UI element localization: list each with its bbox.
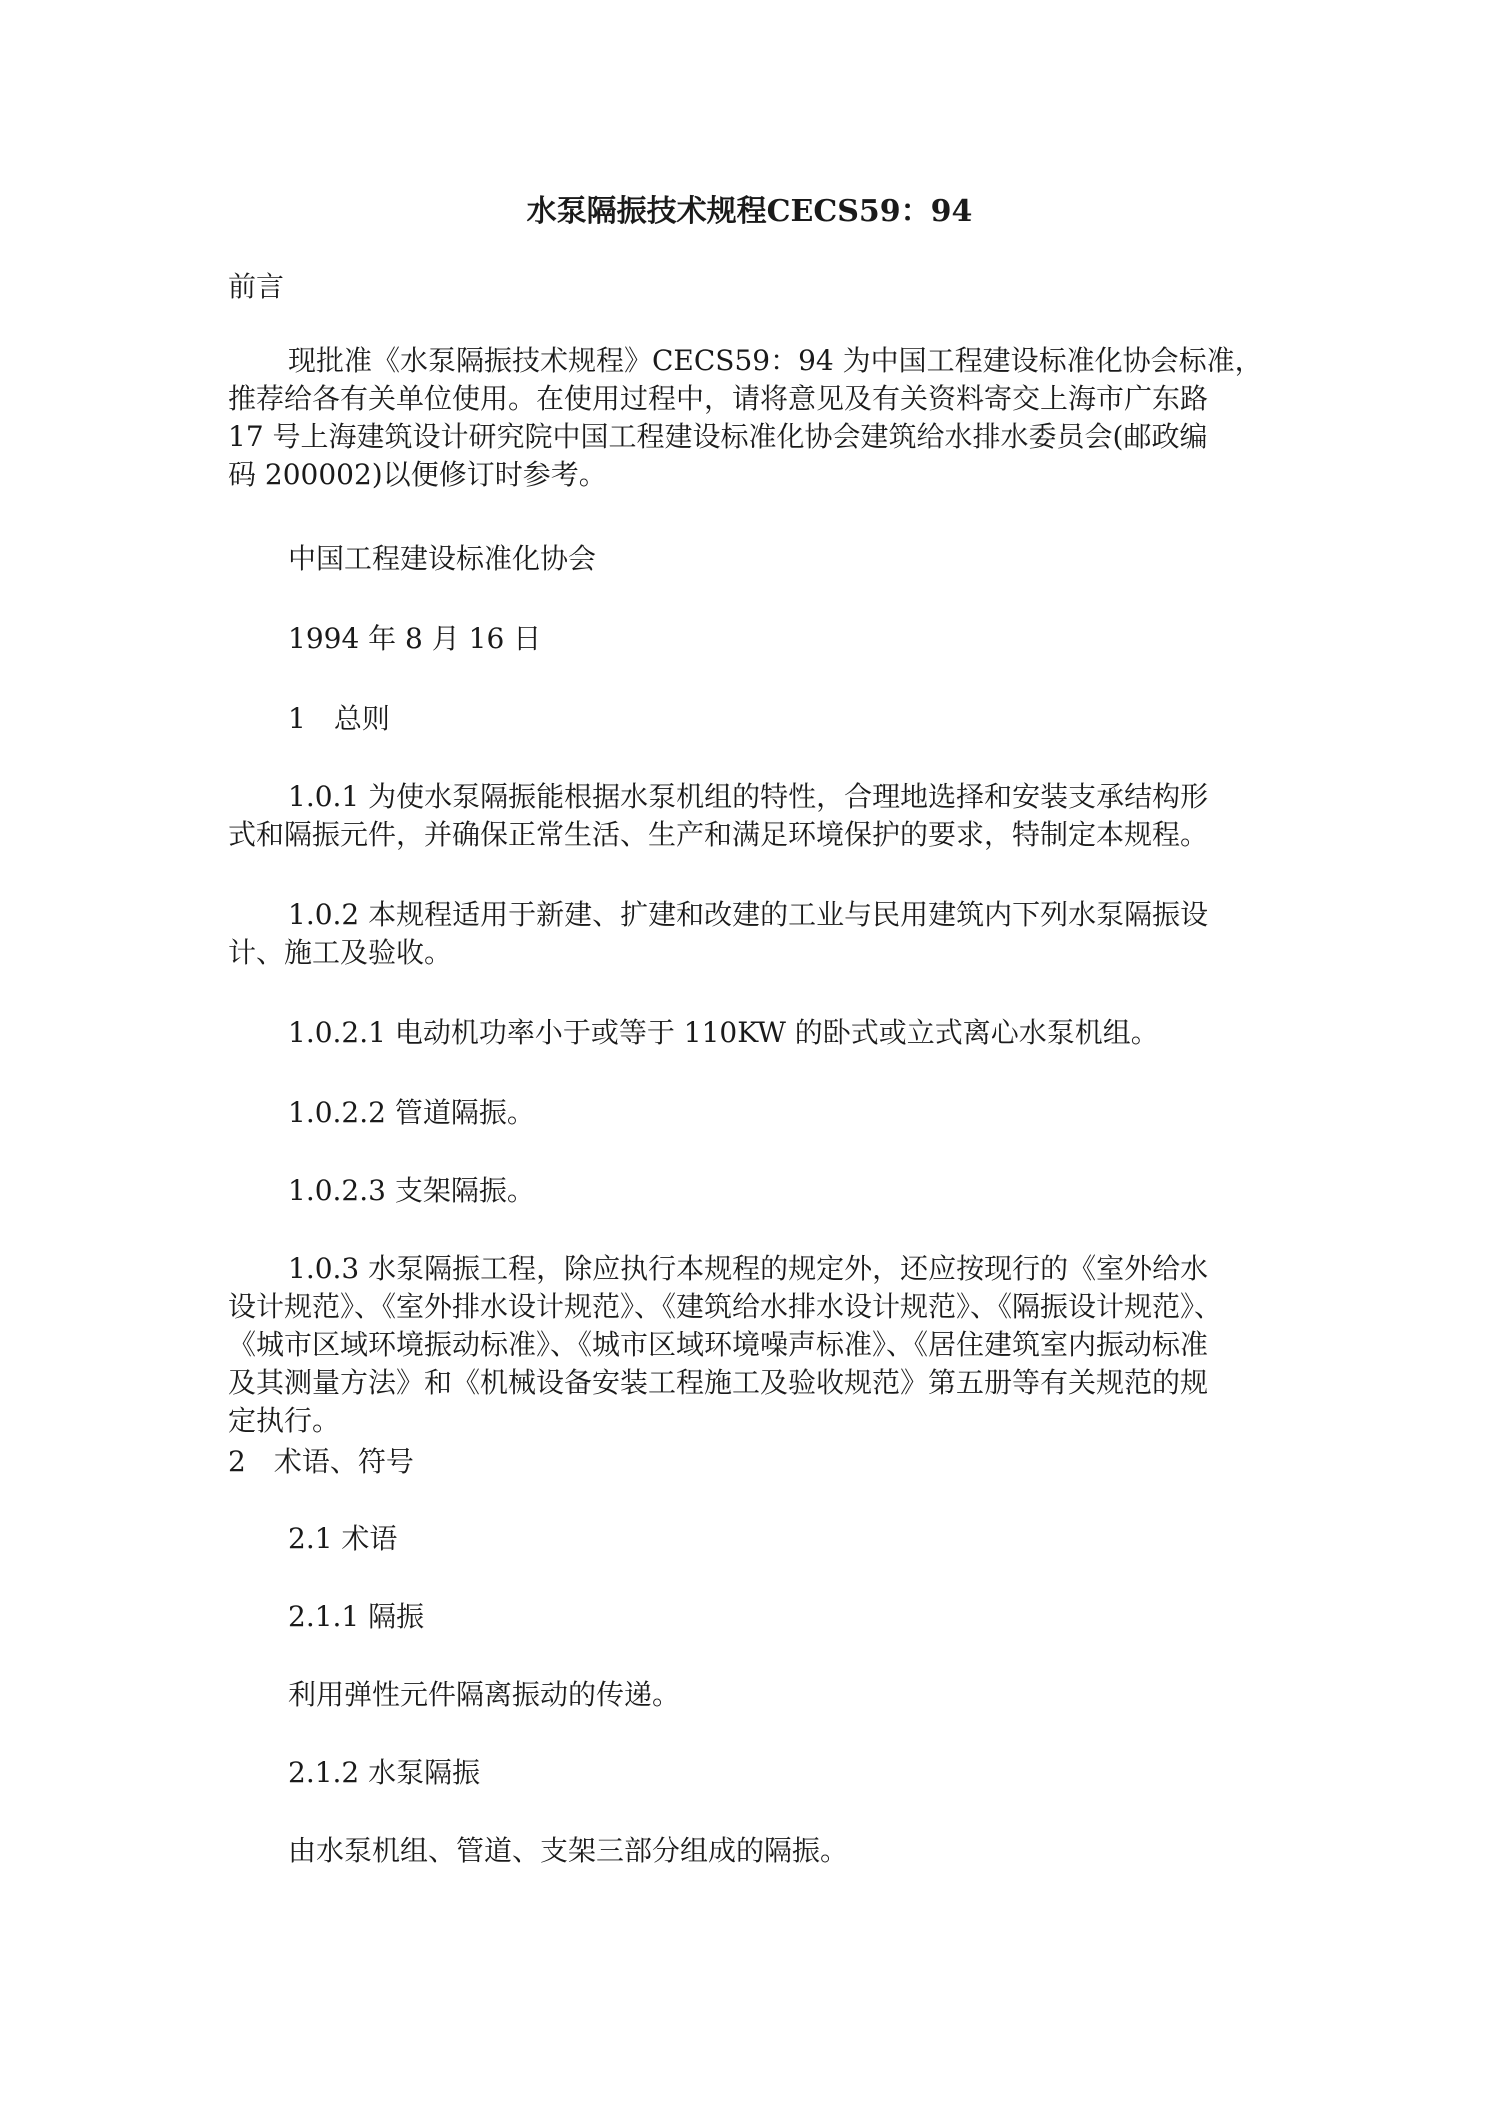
- clause-line: 及其测量方法》和《机械设备安装工程施工及验收规范》第五册等有关规范的规: [228, 1366, 1209, 1399]
- preface-line: 推荐给各有关单位使用。在使用过程中，请将意见及有关资料寄交上海市广东路: [228, 382, 1209, 415]
- clause-1-0-2-3: 1.0.2.3 支架隔振。: [288, 1174, 535, 1207]
- section-2-1-heading: 2.1 术语: [288, 1522, 398, 1555]
- preface-paragraph: [228, 342, 1278, 494]
- term-2-1-1-heading: 2.1.1 隔振: [288, 1600, 425, 1633]
- clause-line: 1.0.2 本规程适用于新建、扩建和改建的工业与民用建筑内下列水泵隔振设: [288, 898, 1209, 931]
- preface-line: 码 200002)以便修订时参考。: [228, 458, 607, 491]
- issue-date: 1994 年 8 月 16 日: [288, 622, 542, 655]
- issuer: 中国工程建设标准化协会: [288, 542, 597, 575]
- chapter-1-heading: 1 总则: [288, 702, 390, 735]
- preface-line: 现批准《水泵隔振技术规程》CECS59：94 为中国工程建设标准化协会标准，: [288, 344, 1263, 377]
- clause-line: 设计规范》、《室外排水设计规范》、《建筑给水排水设计规范》、《隔振设计规范》、: [228, 1290, 1223, 1323]
- clause-line: 式和隔振元件，并确保正常生活、生产和满足环境保护的要求，特制定本规程。: [228, 818, 1209, 851]
- term-2-1-2-definition: 由水泵机组、管道、支架三部分组成的隔振。: [288, 1834, 849, 1867]
- clause-1-0-2-2: 1.0.2.2 管道隔振。: [288, 1096, 535, 1129]
- document-title: 水泵隔振技术规程CECS59：94: [526, 194, 973, 229]
- clause-1-0-2-1: 1.0.2.1 电动机功率小于或等于 110KW 的卧式或立式离心水泵机组。: [288, 1016, 1159, 1049]
- clause-line: 计、施工及验收。: [228, 936, 453, 969]
- preface-heading: 前言: [228, 270, 285, 303]
- clause-line: 定执行。: [228, 1404, 341, 1437]
- clause-line: 1.0.3 水泵隔振工程，除应执行本规程的规定外，还应按现行的《室外给水: [288, 1252, 1209, 1285]
- clause-line: 《城市区域环境振动标准》、《城市区域环境噪声标准》、《居住建筑室内振动标准: [228, 1328, 1209, 1361]
- term-2-1-1-definition: 利用弹性元件隔离振动的传递。: [288, 1678, 681, 1711]
- chapter-2-heading: 2 术语、符号: [228, 1445, 414, 1478]
- clause-1-0-2: [228, 896, 1278, 972]
- clause-line: 1.0.1 为使水泵隔振能根据水泵机组的特性，合理地选择和安装支承结构形: [288, 780, 1209, 813]
- clause-1-0-1: [228, 778, 1278, 854]
- clause-1-0-3: [228, 1250, 1278, 1440]
- preface-line: 17 号上海建筑设计研究院中国工程建设标准化协会建筑给水排水委员会(邮政编: [228, 420, 1208, 453]
- term-2-1-2-heading: 2.1.2 水泵隔振: [288, 1756, 481, 1789]
